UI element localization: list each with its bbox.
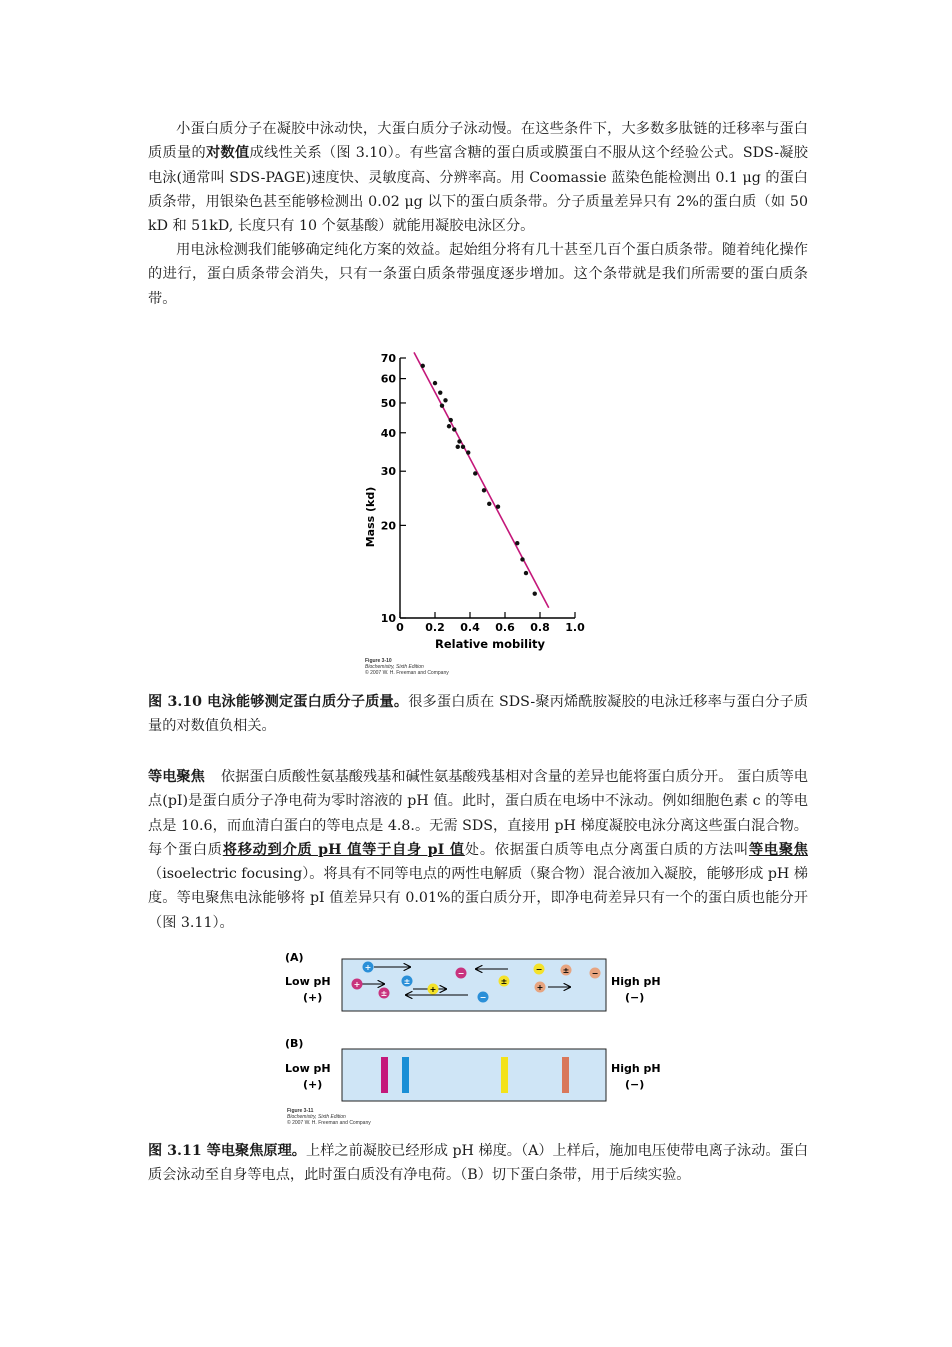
y-tick-label: 30 [380, 465, 396, 479]
charge-glyph: − [591, 969, 599, 978]
paragraph-3-underline-2: 等电聚焦 [748, 841, 808, 858]
x-tick-label: 1.0 [565, 621, 585, 634]
y-tick-label: 10 [380, 612, 396, 625]
data-point [496, 505, 500, 509]
panel-a-label: (A) [285, 951, 304, 964]
data-point [456, 445, 460, 449]
panel-a-high-ph: High pH [611, 975, 661, 988]
panel-a-low-sign: (+) [303, 991, 323, 1004]
data-point [433, 381, 437, 385]
figure-3-10-credit [365, 658, 449, 676]
charge-glyph: + [429, 985, 437, 994]
data-point [520, 557, 524, 561]
caption-3-10 [148, 690, 808, 739]
data-point [515, 541, 519, 545]
data-point [457, 439, 461, 443]
charge-glyph: ± [380, 989, 388, 998]
x-tick-label: 0.2 [425, 621, 445, 634]
figure-3-11-credit-line3: © 2007 W. H. Freeman and Company [287, 1120, 371, 1126]
charge-glyph: − [457, 969, 465, 978]
data-point [443, 398, 447, 402]
paragraph-2-text: 用电泳检测我们能够确定纯化方案的效益。起始组分将有几十甚至几百个蛋白质条带。随着纯化操作的进行，蛋白质条带会消失，只有一条蛋白质条带强度逐步增加。这个条带就是我们所需要的蛋白质条带。 [148, 242, 808, 307]
charge-glyph: + [364, 963, 372, 972]
paragraph-1 [148, 117, 808, 238]
caption-3-10-text: 很多蛋白质在 SDS-聚丙烯酰胺凝胶的电泳迁移率与蛋白分子质量的对数值负相关。 [148, 694, 809, 735]
paragraph-2 [148, 238, 808, 311]
data-point [438, 390, 442, 394]
charge-glyph: ± [562, 966, 570, 975]
paragraph-3 [148, 765, 808, 935]
charge-glyph: − [479, 993, 487, 1002]
figure-3-10-credit-line1: Figure 3-10 [365, 658, 392, 664]
paragraph-3-p2: 处。依据蛋白质等电点分离蛋白质的方法叫 [464, 841, 749, 858]
y-tick-label: 60 [380, 372, 396, 386]
figure-3-10-chart [355, 350, 605, 655]
paragraph-3-underline-1: 将移动到介质 pH 值等于自身 pI 值 [222, 841, 465, 858]
band-yellow [501, 1057, 508, 1093]
y-tick-label: 70 [380, 352, 396, 365]
paragraph-1-part2: 成线性关系（图 3.10）。有些富含糖的蛋白质或膜蛋白不服从这个经验公式。SDS-凝胶电泳(通常叫 SDS-PAGE)速度快、灵敏度高、分辨率高。用 Coomassie 蓝染色能检测出 0.1 μg 的蛋白质条带，用银染色甚至能够检测出 0.02 μg 以下的蛋白质条带。分子质量差异只有 2%的蛋白质（如 50 kD 和 51kD, 长度只有 10 个氨基酸）就能用凝胶电泳区分。 [148, 145, 808, 235]
x-axis-label: Relative mobility [434, 637, 546, 651]
panel-a-high-sign: (−) [625, 991, 645, 1004]
y-tick-label: 40 [380, 426, 396, 440]
data-point [449, 418, 453, 422]
panel-b-low-sign: (+) [303, 1078, 323, 1091]
charge-glyph: − [535, 965, 543, 974]
panel-b-high-ph: High pH [611, 1062, 661, 1075]
x-tick-label: 0.4 [460, 621, 480, 634]
data-point [452, 427, 456, 431]
figure-3-10-credit-line3: © 2007 W. H. Freeman and Company [365, 670, 449, 676]
data-point [482, 488, 486, 492]
figure-3-11-credit-line1: Figure 3-11 [287, 1108, 314, 1114]
caption-3-11-text: 上样之前凝胶已经形成 pH 梯度。（A）上样后，施加电压使带电离子泳动。蛋白质会泳动至自身等电点，此时蛋白质没有净电荷。（B）切下蛋白条带，用于后续实验。 [148, 1143, 809, 1184]
figure-3-11-credit [287, 1108, 371, 1126]
charge-glyph: + [353, 980, 361, 989]
y-axis-label: Mass (kd) [364, 486, 377, 548]
band-blue [402, 1057, 409, 1093]
data-point [473, 471, 477, 475]
panel-a-low-ph: Low pH [285, 975, 331, 988]
paragraph-3-p3: （isoelectric focusing）。将具有不同等电点的两性电解质（聚合物）混合液加入凝胶，能够形成 pH 梯度。等电聚焦电泳能够将 pI 值差异只有 0.01%的蛋白质分开，即净电荷差异只有一个的蛋白质也能分开（图 3.11）。 [148, 866, 808, 931]
data-point [421, 364, 425, 368]
charge-glyph: ± [403, 977, 411, 986]
paragraph-3-title: 等电聚焦 [148, 769, 205, 785]
caption-3-11-label: 图 3.11 等电聚焦原理。 [148, 1143, 306, 1159]
regression-line [414, 352, 549, 607]
data-point [447, 424, 451, 428]
paragraph-1-part1: 小蛋白质分子在凝胶中泳动快，大蛋白质分子泳动慢。在这些条件下，大多数多肽链的迁移率与蛋白质质量的 [148, 121, 808, 162]
caption-3-11 [148, 1139, 808, 1188]
charge-glyph: ± [500, 977, 508, 986]
paragraph-3-p1: 依据蛋白质酸性氨基酸残基和碱性氨基酸残基相对含量的差异也能将蛋白质分开。 蛋白质等电点(pI)是蛋白质分子净电荷为零时溶液的 pH 值。此时，蛋白质在电场中不泳动。例如细胞色素 c 的等电点是 10.6，而血清白蛋白的等电点是 4.8.。无需 SDS，直接用 pH 梯度凝胶电泳分离这些蛋白混合物。每个蛋白质 [148, 769, 808, 858]
band-salmon [562, 1057, 569, 1093]
x-tick-label: 0 [396, 621, 404, 634]
figure-3-10-credit-line2: Biochemistry, Sixth Edition [365, 664, 424, 670]
data-point [524, 571, 528, 575]
caption-3-10-label: 图 3.10 电泳能够测定蛋白质分子质量。 [148, 694, 409, 710]
data-point [461, 445, 465, 449]
x-tick-label: 0.6 [495, 621, 515, 634]
charge-glyph: + [536, 983, 544, 992]
y-tick-label: 50 [380, 396, 396, 410]
figure-3-11 [280, 945, 680, 1105]
panel-b-low-ph: Low pH [285, 1062, 331, 1075]
data-point [466, 450, 470, 454]
band-magenta [381, 1057, 388, 1093]
figure-3-11-credit-line2: Biochemistry, Sixth Edition [287, 1114, 346, 1120]
data-point [533, 591, 537, 595]
paragraph-1-bold: 对数值 [205, 145, 250, 162]
panel-b-label: (B) [285, 1037, 304, 1050]
y-tick-label: 20 [380, 519, 396, 533]
panel-b-high-sign: (−) [625, 1078, 645, 1091]
data-point [487, 502, 491, 506]
x-tick-label: 0.8 [530, 621, 550, 634]
data-point [440, 403, 444, 407]
